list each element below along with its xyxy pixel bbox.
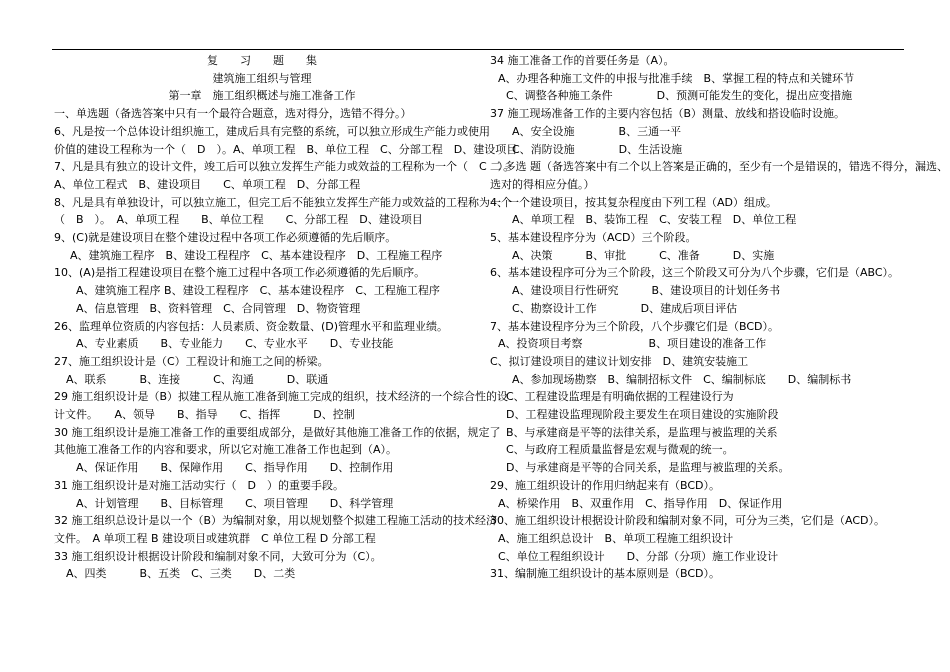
text-line: A、保证作用 B、保障作用 C、指导作用 D、控制作用 — [76, 461, 394, 475]
text-line: A、建筑施工程序 B、建设工程程序 C、基本建设程序 C、工程施工程序 — [76, 284, 440, 298]
text-line: 文件。 A 单项工程 B 建设项目或建筑群 C 单位工程 D 分部工程 — [54, 531, 376, 545]
text-line: C、拟订建设项目的建议计划安排 D、建筑安装施工 — [490, 354, 749, 368]
left-question-list — [54, 105, 518, 583]
text-line: A、单项工程 B、装饰工程 C、安装工程 D、单位工程 — [512, 213, 797, 227]
text-line: 计文件。 A、领导 B、指导 C、指挥 D、控制 — [54, 408, 355, 422]
text-line: C、勘察设计工作 D、建成后项目评估 — [512, 301, 738, 315]
text-line: 9、(C)就是建设项目在整个建设过程中各项工作必须遵循的先后顺序。 — [54, 231, 397, 245]
text-line: B、与承建商是平等的法律关系，是监理与被监理的关系 — [506, 425, 778, 439]
top-rule — [52, 49, 904, 50]
text-line: A、桥梁作用 B、双重作用 C、指导作用 D、保证作用 — [498, 496, 783, 510]
right-question-list — [490, 52, 948, 583]
text-line: 6、基本建设程序可分为三个阶段，这三个阶段又可分为八个步骤，它们是（ABC）。 — [490, 266, 900, 280]
text-line: 6、凡是按一个总体设计组织施工，建成后具有完整的系统，可以独立形成生产能力或使用 — [54, 124, 490, 138]
text-line: 29、施工组织设计的作用归纳起来有（BCD）。 — [490, 478, 720, 492]
chapter-heading: 第一章 施工组织概述与施工准备工作 — [168, 89, 356, 103]
text-line: A、参加现场勘察 B、编制招标文件 C、编制标底 D、编制标书 — [512, 372, 852, 386]
text-line: A、四类 B、五类 C、三类 D、二类 — [66, 567, 296, 581]
text-line: 34 施工准备工作的首要任务是（A）。 — [490, 54, 675, 67]
text-line: 其他施工准备工作的内容和要求，所以它对施工准备工作也起到（A）。 — [54, 443, 398, 457]
text-line: 32 施工组织总设计是以一个（B）为编制对象，用以规划整个拟建工程施工活动的技术经济 — [54, 514, 498, 528]
text-line: C、消防设施 D、生活设施 — [512, 142, 683, 156]
text-line: 33 施工组织设计根据设计阶段和编制对象不同，大致可分为（C）。 — [54, 549, 382, 563]
text-line: A、信息管理 B、资料管理 C、合同管理 D、物资管理 — [76, 301, 361, 315]
text-line: A、计划管理 B、目标管理 C、项目管理 D、科学管理 — [76, 496, 394, 510]
text-line: 27、施工组织设计是（C）工程设计和施工之间的桥梁。 — [54, 354, 329, 368]
text-line: 7、基本建设程序分为三个阶段，八个步骤它们是（BCD）。 — [490, 319, 780, 333]
text-line: C、工程建设监理是有明确依据的工程建设行为 — [506, 390, 734, 404]
text-line: （ B ）。 A、单项工程 B、单位工程 C、分部工程 D、建设项目 — [54, 213, 423, 227]
right-column — [490, 52, 948, 583]
text-line: 37 施工现场准备工作的主要内容包括（B）测量、放线和搭设临时设施。 — [490, 107, 846, 121]
text-line: A、单位工程式 B、建设项目 C、单项工程 D、分部工程 — [54, 177, 361, 191]
text-line: C、调整各种施工条件 D、预测可能发生的变化，提出应变措施 — [506, 89, 853, 103]
page-title: 复习题集 — [207, 54, 339, 67]
text-line: 8、凡是具有单独设计，可以独立施工，但完工后不能独立发挥生产能力或效益的工程称为一个 — [54, 195, 512, 209]
text-line: A、办理各种施工文件的申报与批准手续 B、掌握工程的特点和关键环节 — [498, 71, 855, 85]
text-line: 5、基本建设程序分为（ACD）三个阶段。 — [490, 231, 697, 245]
text-line: 一、单选题（备选答案中只有一个最符合题意，选对得分，选错不得分。） — [54, 107, 412, 121]
text-line: 7、凡是具有独立的设计文件，竣工后可以独立发挥生产能力或效益的工程称为一个（ C ）。 — [54, 160, 515, 174]
text-line: 26、监理单位资质的内容包括：人员素质、资金数量、(D)管理水平和监理业绩。 — [54, 319, 449, 333]
text-line: 4、一个建设项目，按其复杂程度由下列工程（AD）组成。 — [490, 195, 777, 209]
text-line: 29 施工组织设计是（B）拟建工程从施工准备到施工完成的组织，技术经济的一个综合性的设 — [54, 390, 509, 404]
text-line: A、决策 B、审批 C、准备 D、实施 — [512, 248, 775, 262]
text-line: A、投资项目考察 B、项目建设的准备工作 — [498, 337, 767, 351]
text-line: 价值的建设工程称为一个（ D ）。A、单项工程 B、单位工程 C、分部工程 D、建设项目 — [54, 142, 518, 156]
text-line: 10、(A)是指工程建设项目在整个施工过程中各项工作必须遵循的先后顺序。 — [54, 266, 426, 280]
text-line: D、工程建设监理现阶段主要发生在项目建设的实施阶段 — [506, 408, 779, 422]
text-line: A、安全设施 B、三通一平 — [512, 124, 682, 138]
text-line: 30 施工组织设计是施工准备工作的重要组成部分，是做好其他施工准备工作的依据，规定了 — [54, 425, 501, 439]
text-line: A、施工组织总设计 B、单项工程施工组织设计 — [498, 531, 734, 545]
text-line: C、与政府工程质量监督是宏观与微观的统一。 — [506, 443, 734, 457]
text-line: 31、编制施工组织设计的基本原则是（BCD）。 — [490, 567, 720, 581]
text-line: A、联系 B、连接 C、沟通 D、联通 — [66, 372, 329, 386]
text-line: 选对的得相应分值。） — [490, 177, 595, 191]
text-line: D、与承建商是平等的合同关系，是监理与被监理的关系。 — [506, 461, 790, 475]
text-line: C、单位工程组织设计 D、分部（分项）施工作业设计 — [498, 549, 779, 563]
course-subtitle: 建筑施工组织与管理 — [212, 71, 312, 85]
text-line: A、建筑施工程序 B、建设工程程序 C、基本建设程序 D、工程施工程序 — [70, 248, 443, 262]
text-line: A、专业素质 B、专业能力 C、专业水平 D、专业技能 — [76, 337, 394, 351]
text-line: 30、施工组织设计根据设计阶段和编制对象不同，可分为三类，它们是（ACD）。 — [490, 514, 885, 528]
text-line: 31 施工组织设计是对施工活动实行（ D ）的重要手段。 — [54, 478, 344, 492]
left-column — [54, 52, 518, 583]
text-line: A、建设项目行性研究 B、建设项目的计划任务书 — [512, 284, 781, 298]
text-line: 二 多选 题（备选答案中有二个以上答案是正确的，至少有一个是错误的，错选不得分，漏选、 — [490, 160, 948, 174]
